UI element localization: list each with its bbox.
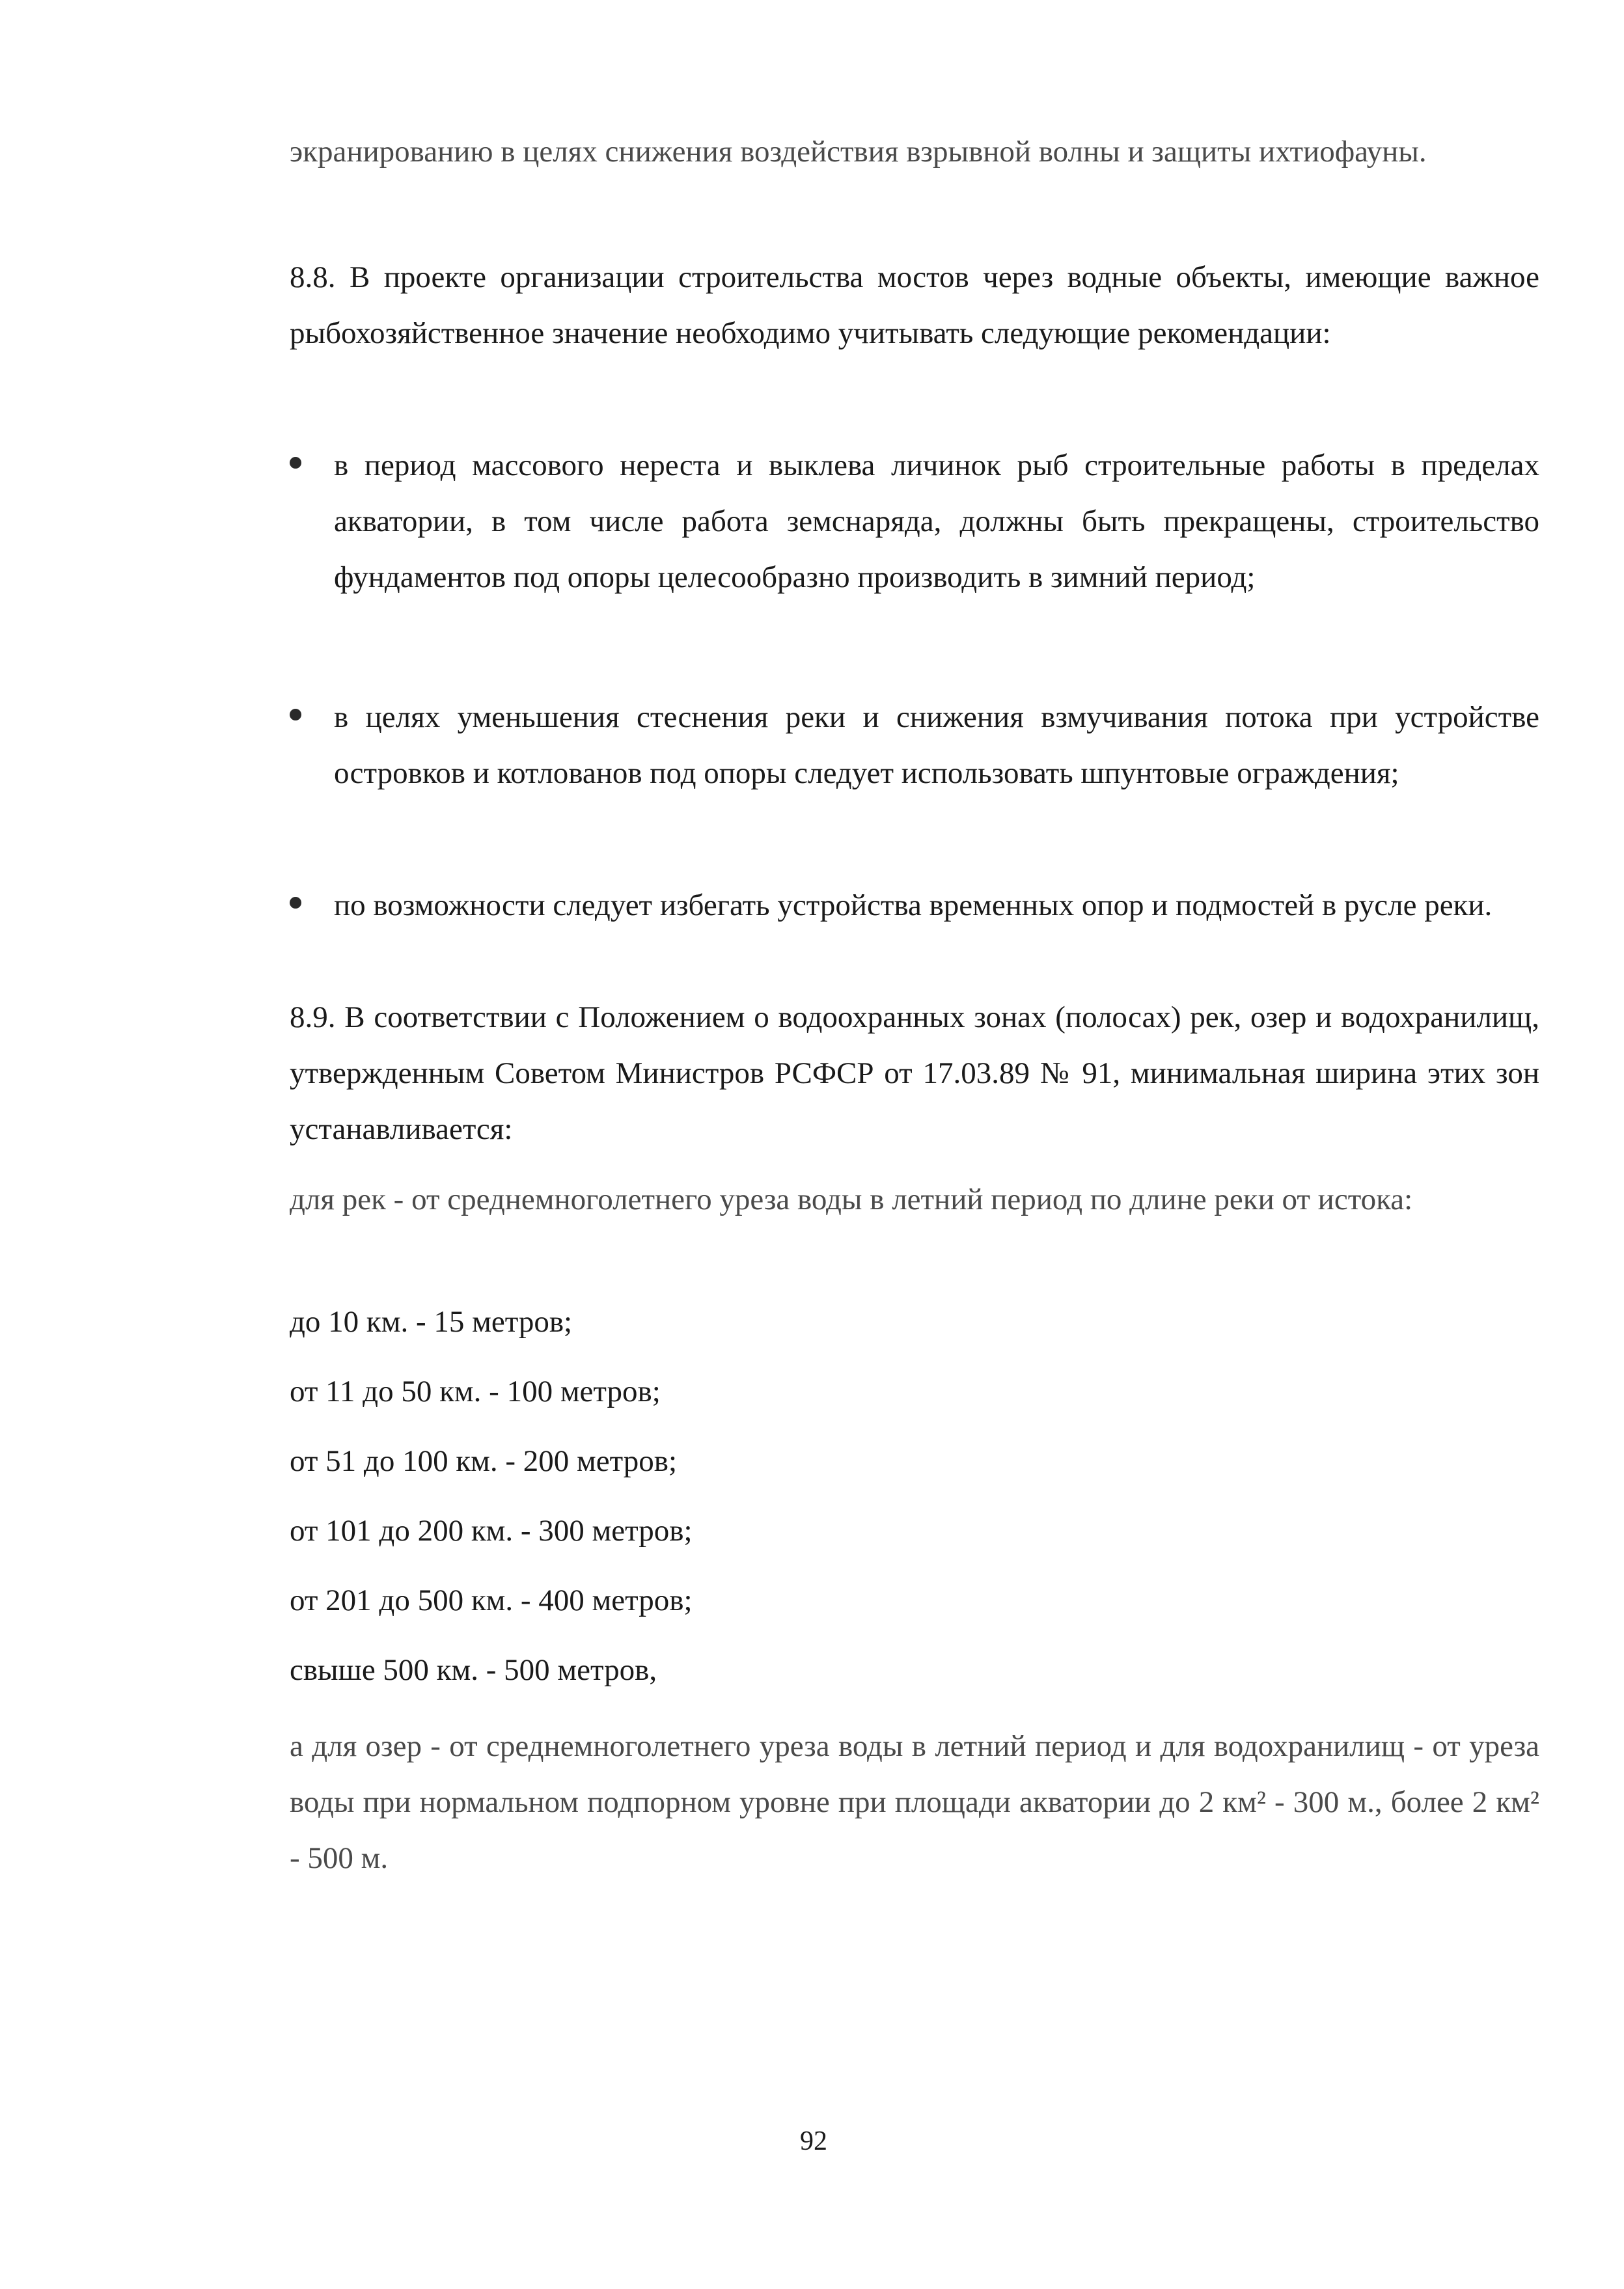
section-8-9-paragraph: 8.9. В соответствии с Положением о водоохранных зонах (полосах) рек, озер и водохранилищ, утвержденным Советом Министров РСФСР от 17.03.89 № 91, минимальная ширина этих зон устанавливается: bbox=[290, 1000, 1539, 1146]
river-width-line: от 11 до 50 км. - 100 метров; bbox=[290, 1375, 661, 1408]
bullet-icon bbox=[290, 709, 301, 720]
section-8-8-paragraph: 8.8. В проекте организации строительства мостов через водные объекты, имеющие важное рыбохозяйственное значение необходимо учитывать следующие рекомендации: bbox=[290, 260, 1539, 350]
bullet-icon bbox=[290, 897, 301, 909]
river-width-line: от 201 до 500 км. - 400 метров; bbox=[290, 1583, 693, 1617]
river-width-line: до 10 км. - 15 метров; bbox=[290, 1305, 573, 1339]
recommendation-text: в целях уменьшения стеснения реки и снижения взмучивания потока при устройстве островков и котлованов под опоры следует использовать шпунтовые ограждения; bbox=[334, 700, 1539, 790]
river-width-line: свыше 500 км. - 500 метров, bbox=[290, 1653, 657, 1687]
bullet-icon bbox=[290, 457, 301, 469]
recommendation-text: по возможности следует избегать устройства временных опор и подмостей в русле реки. bbox=[334, 888, 1493, 922]
intro-paragraph: экранированию в целях снижения воздействия взрывной волны и защиты ихтиофауны. bbox=[290, 135, 1427, 169]
page-number: 92 bbox=[800, 2126, 827, 2156]
recommendation-text: в период массового нереста и выклева личинок рыб строительные работы в пределах акватории, в том числе работа земснаряда, должны быть прекращены, строительство фундаментов под опоры целесообразно производить в зимний период; bbox=[334, 448, 1539, 594]
lakes-paragraph: а для озер - от среднемноголетнего уреза воды в летний период и для водохранилищ - от уреза воды при нормальном подпорном уровне при площади акватории до 2 км² - 300 м., более 2 км² - 500 м. bbox=[290, 1729, 1539, 1875]
river-width-line: от 101 до 200 км. - 300 метров; bbox=[290, 1514, 693, 1548]
river-width-line: от 51 до 100 км. - 200 метров; bbox=[290, 1444, 678, 1478]
rivers-intro-paragraph: для рек - от среднемноголетнего уреза воды в летний период по длине реки от истока: bbox=[290, 1183, 1413, 1216]
